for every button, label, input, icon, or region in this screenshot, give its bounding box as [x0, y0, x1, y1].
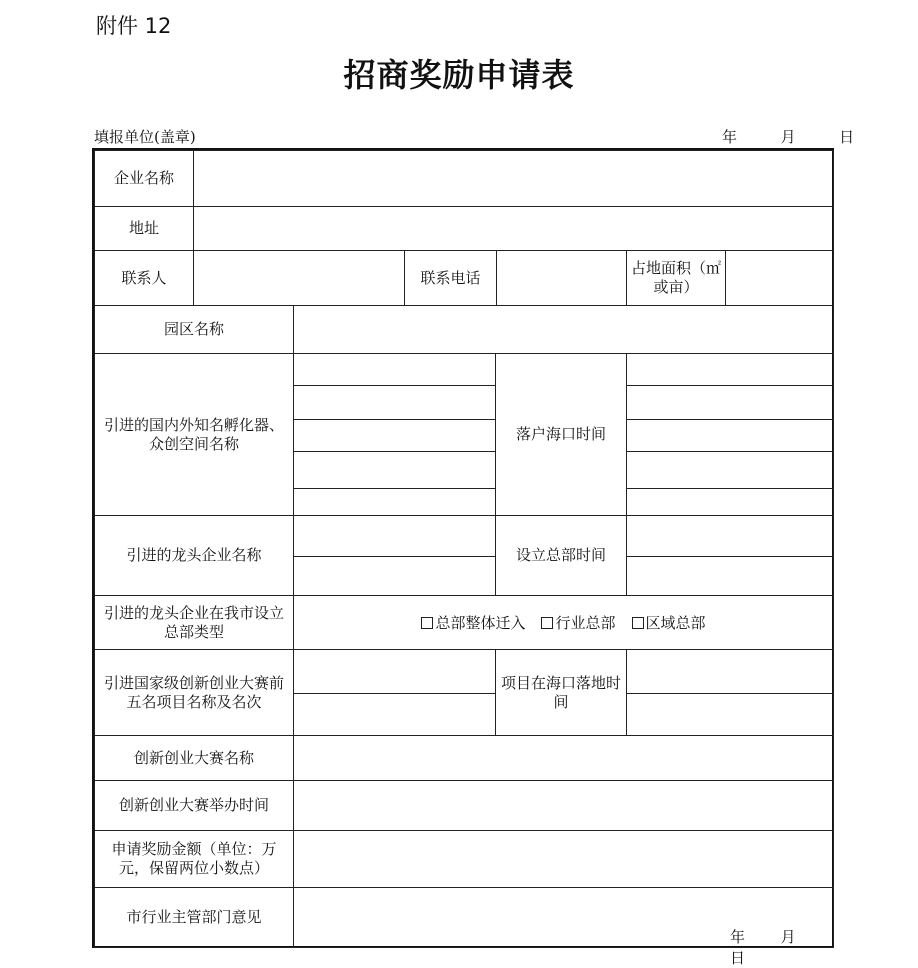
incubator-name-field[interactable] [293, 488, 496, 516]
contact-person-field[interactable] [193, 250, 405, 306]
sign-date-year: 年 [730, 928, 746, 946]
address-label: 地址 [94, 206, 194, 251]
settle-time-field[interactable] [626, 488, 834, 516]
hq-time-label: 设立总部时间 [495, 515, 627, 596]
competition-name-label: 创新创业大赛名称 [94, 735, 294, 781]
date-day: 日 [839, 128, 855, 146]
reward-amount-field[interactable] [293, 830, 834, 888]
reward-amount-label: 申请奖励金额（单位：万元，保留两位小数点） [94, 830, 294, 888]
project-time-field[interactable] [626, 693, 834, 736]
address-field[interactable] [193, 206, 834, 251]
hq-type-options [293, 595, 834, 650]
land-area-field[interactable] [725, 250, 834, 306]
settle-time-field[interactable] [626, 451, 834, 489]
checkbox-icon[interactable] [632, 617, 644, 629]
settle-time-field[interactable] [626, 353, 834, 386]
settle-time-label: 落户海口时间 [495, 353, 627, 516]
hq-option-label: 行业总部 [555, 614, 616, 632]
hq-type-label: 引进的龙头企业在我市设立总部类型 [94, 595, 294, 650]
form-title: 招商奖励申请表 [343, 56, 575, 94]
project-time-label: 项目在海口落地时间 [495, 649, 627, 736]
incubator-name-field[interactable] [293, 353, 496, 386]
sign-date-day: 日 [730, 949, 746, 967]
hq-time-field[interactable] [626, 515, 834, 557]
filing-unit-label: 填报单位(盖章) [94, 128, 196, 146]
competition-project-label: 引进国家级创新创业大赛前五名项目名称及名次 [94, 649, 294, 736]
leader-company-field[interactable] [293, 515, 496, 557]
contact-phone-field[interactable] [496, 250, 627, 306]
company-name-label: 企业名称 [94, 150, 194, 207]
competition-name-field[interactable] [293, 735, 834, 781]
competition-project-field[interactable] [293, 693, 496, 736]
land-area-label: 占地面积（㎡或亩） [626, 250, 726, 306]
sign-date-month: 月 [780, 928, 796, 946]
checkbox-icon[interactable] [541, 617, 553, 629]
hq-time-field[interactable] [626, 556, 834, 596]
company-name-field[interactable] [193, 150, 834, 207]
park-name-label: 园区名称 [94, 305, 294, 354]
contact-person-label: 联系人 [94, 250, 194, 306]
leader-company-field[interactable] [293, 556, 496, 596]
competition-time-label: 创新创业大赛举办时间 [94, 780, 294, 831]
competition-project-field[interactable] [293, 649, 496, 694]
checkbox-icon[interactable] [421, 617, 433, 629]
settle-time-field[interactable] [626, 385, 834, 420]
hq-option-whole[interactable] [421, 612, 525, 633]
filing-date [722, 126, 854, 147]
incubator-name-label: 引进的国内外知名孵化器、众创空间名称 [94, 353, 294, 516]
hq-option-industry[interactable] [541, 612, 615, 633]
park-name-field[interactable] [293, 305, 834, 354]
department-opinion-label: 市行业主管部门意见 [94, 887, 294, 948]
incubator-name-field[interactable] [293, 451, 496, 489]
application-form [92, 148, 834, 967]
contact-phone-label: 联系电话 [404, 250, 497, 306]
competition-time-field[interactable] [293, 780, 834, 831]
settle-time-field[interactable] [626, 419, 834, 452]
project-time-field[interactable] [626, 649, 834, 694]
incubator-name-field[interactable] [293, 385, 496, 420]
leader-company-label: 引进的龙头企业名称 [94, 515, 294, 596]
incubator-name-field[interactable] [293, 419, 496, 452]
attachment-number: 附件 12 [96, 14, 172, 38]
hq-option-label: 总部整体迁入 [435, 614, 526, 632]
date-year: 年 [722, 128, 738, 146]
date-month: 月 [780, 128, 796, 146]
hq-option-label: 区域总部 [645, 614, 706, 632]
hq-option-regional[interactable] [632, 612, 706, 633]
